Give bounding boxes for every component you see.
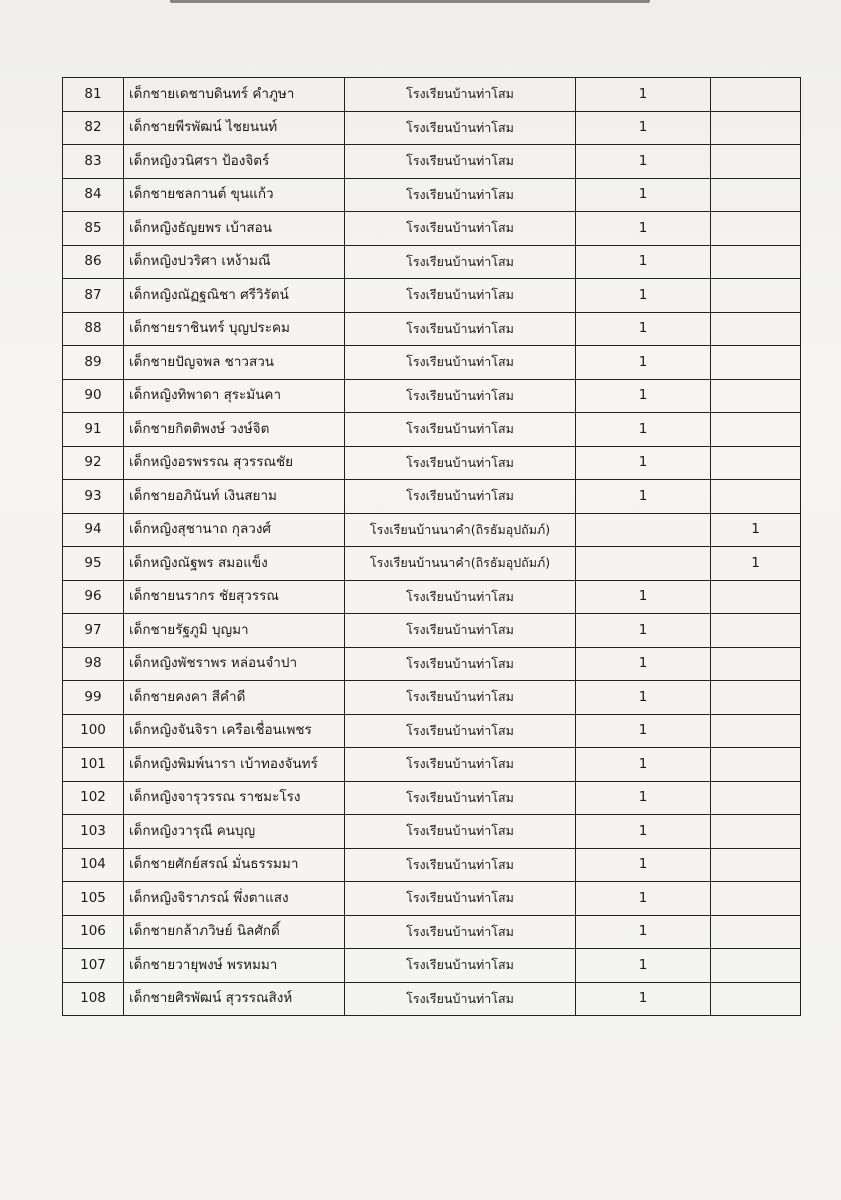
- student-name: เด็กหญิงทิพาดา สุระมันคา: [124, 379, 345, 413]
- school-name: โรงเรียนบ้านท่าโสม: [345, 446, 576, 480]
- count-column-a: 1: [576, 379, 711, 413]
- count-column-b: [711, 111, 801, 145]
- count-column-a: 1: [576, 982, 711, 1016]
- count-column-b: [711, 714, 801, 748]
- row-number: 99: [63, 681, 124, 715]
- school-name: โรงเรียนบ้านท่าโสม: [345, 178, 576, 212]
- row-number: 85: [63, 212, 124, 246]
- row-number: 94: [63, 513, 124, 547]
- count-column-a: [576, 547, 711, 581]
- count-column-b: [711, 480, 801, 514]
- row-number: 108: [63, 982, 124, 1016]
- count-column-a: 1: [576, 245, 711, 279]
- student-name: เด็กชายรัฐภูมิ บุญมา: [124, 614, 345, 648]
- school-name: โรงเรียนบ้านท่าโสม: [345, 982, 576, 1016]
- row-number: 105: [63, 882, 124, 916]
- row-number: 92: [63, 446, 124, 480]
- school-name: โรงเรียนบ้านท่าโสม: [345, 78, 576, 112]
- count-column-b: [711, 781, 801, 815]
- student-name: เด็กหญิงณัฏฐณิชา ศรีวิรัตน์: [124, 279, 345, 313]
- table-row: [63, 212, 801, 246]
- count-column-a: 1: [576, 848, 711, 882]
- table-row: [63, 312, 801, 346]
- row-number: 101: [63, 748, 124, 782]
- table-row: [63, 815, 801, 849]
- school-name: โรงเรียนบ้านท่าโสม: [345, 647, 576, 681]
- school-name: โรงเรียนบ้านท่าโสม: [345, 882, 576, 916]
- school-name: โรงเรียนบ้านท่าโสม: [345, 212, 576, 246]
- row-number: 87: [63, 279, 124, 313]
- table-row: [63, 446, 801, 480]
- count-column-b: [711, 212, 801, 246]
- count-column-a: 1: [576, 178, 711, 212]
- count-column-a: 1: [576, 446, 711, 480]
- table-row: [63, 513, 801, 547]
- count-column-b: [711, 312, 801, 346]
- row-number: 102: [63, 781, 124, 815]
- student-name: เด็กหญิงวารุณี คนบุญ: [124, 815, 345, 849]
- school-name: โรงเรียนบ้านท่าโสม: [345, 279, 576, 313]
- table-row: [63, 178, 801, 212]
- count-column-b: [711, 915, 801, 949]
- count-column-b: [711, 279, 801, 313]
- count-column-a: 1: [576, 949, 711, 983]
- count-column-b: 1: [711, 513, 801, 547]
- table-row: [63, 279, 801, 313]
- table-row: [63, 781, 801, 815]
- scan-top-edge: [170, 0, 650, 3]
- row-number: 106: [63, 915, 124, 949]
- count-column-b: [711, 178, 801, 212]
- count-column-a: 1: [576, 580, 711, 614]
- table-row: [63, 681, 801, 715]
- table-row: [63, 848, 801, 882]
- student-name: เด็กหญิงจารุวรรณ ราชมะโรง: [124, 781, 345, 815]
- row-number: 107: [63, 949, 124, 983]
- table-row: [63, 915, 801, 949]
- count-column-a: [576, 513, 711, 547]
- count-column-a: 1: [576, 145, 711, 179]
- school-name: โรงเรียนบ้านท่าโสม: [345, 480, 576, 514]
- count-column-a: 1: [576, 78, 711, 112]
- count-column-b: [711, 982, 801, 1016]
- table-row: [63, 949, 801, 983]
- school-name: โรงเรียนบ้านท่าโสม: [345, 413, 576, 447]
- count-column-b: [711, 413, 801, 447]
- student-name: เด็กหญิงจิราภรณ์ พึ่งตาแสง: [124, 882, 345, 916]
- school-name: โรงเรียนบ้านท่าโสม: [345, 379, 576, 413]
- count-column-a: 1: [576, 781, 711, 815]
- count-column-b: [711, 379, 801, 413]
- school-name: โรงเรียนบ้านท่าโสม: [345, 748, 576, 782]
- school-name: โรงเรียนบ้านท่าโสม: [345, 111, 576, 145]
- student-name: เด็กชายเดชาบดินทร์ คำภูษา: [124, 78, 345, 112]
- count-column-b: [711, 748, 801, 782]
- row-number: 96: [63, 580, 124, 614]
- school-name: โรงเรียนบ้านท่าโสม: [345, 915, 576, 949]
- student-name: เด็กชายคงคา สีคำดี: [124, 681, 345, 715]
- row-number: 90: [63, 379, 124, 413]
- row-number: 104: [63, 848, 124, 882]
- count-column-b: 1: [711, 547, 801, 581]
- table-row: [63, 111, 801, 145]
- table-row: [63, 245, 801, 279]
- student-table-body: [63, 78, 801, 1016]
- table-row: [63, 647, 801, 681]
- student-table: [62, 77, 801, 1016]
- table-row: [63, 413, 801, 447]
- table-row: [63, 882, 801, 916]
- count-column-a: 1: [576, 312, 711, 346]
- row-number: 88: [63, 312, 124, 346]
- school-name: โรงเรียนบ้านท่าโสม: [345, 245, 576, 279]
- count-column-b: [711, 882, 801, 916]
- table-row: [63, 614, 801, 648]
- row-number: 83: [63, 145, 124, 179]
- school-name: โรงเรียนบ้านท่าโสม: [345, 312, 576, 346]
- count-column-b: [711, 145, 801, 179]
- student-name: เด็กหญิงสุชานาถ กุลวงศ์: [124, 513, 345, 547]
- table-row: [63, 982, 801, 1016]
- student-name: เด็กหญิงธัญยพร เบ้าสอน: [124, 212, 345, 246]
- table-row: [63, 480, 801, 514]
- student-name: เด็กหญิงปวริศา เหง้ามณี: [124, 245, 345, 279]
- row-number: 95: [63, 547, 124, 581]
- count-column-b: [711, 245, 801, 279]
- school-name: โรงเรียนบ้านท่าโสม: [345, 580, 576, 614]
- count-column-b: [711, 78, 801, 112]
- count-column-b: [711, 580, 801, 614]
- school-name: โรงเรียนบ้านนาคำ(ถิรธัมอุปถัมภ์): [345, 513, 576, 547]
- count-column-a: 1: [576, 681, 711, 715]
- student-name: เด็กชายกิตติพงษ์ วงษ์จิต: [124, 413, 345, 447]
- student-name: เด็กชายชลกานต์ ขุนแก้ว: [124, 178, 345, 212]
- row-number: 93: [63, 480, 124, 514]
- row-number: 103: [63, 815, 124, 849]
- count-column-a: 1: [576, 212, 711, 246]
- student-name: เด็กหญิงวนิศรา ป้องจิตร์: [124, 145, 345, 179]
- table-row: [63, 145, 801, 179]
- row-number: 89: [63, 346, 124, 380]
- count-column-b: [711, 647, 801, 681]
- count-column-a: 1: [576, 882, 711, 916]
- table-row: [63, 379, 801, 413]
- student-name: เด็กชายกล้าภวิษย์ นิลศักดิ์: [124, 915, 345, 949]
- row-number: 98: [63, 647, 124, 681]
- row-number: 82: [63, 111, 124, 145]
- student-name: เด็กชายนรากร ชัยสุวรรณ: [124, 580, 345, 614]
- count-column-a: 1: [576, 815, 711, 849]
- student-name: เด็กชายราชินทร์ บุญประคม: [124, 312, 345, 346]
- count-column-a: 1: [576, 279, 711, 313]
- student-name: เด็กชายศักย์สรณ์ มั่นธรรมมา: [124, 848, 345, 882]
- student-name: เด็กชายอภินันท์ เงินสยาม: [124, 480, 345, 514]
- row-number: 97: [63, 614, 124, 648]
- count-column-a: 1: [576, 748, 711, 782]
- count-column-a: 1: [576, 647, 711, 681]
- student-name: เด็กชายศิรพัฒน์ สุวรรณสิงห์: [124, 982, 345, 1016]
- count-column-b: [711, 681, 801, 715]
- school-name: โรงเรียนบ้านท่าโสม: [345, 614, 576, 648]
- student-name: เด็กหญิงอรพรรณ สุวรรณชัย: [124, 446, 345, 480]
- school-name: โรงเรียนบ้านท่าโสม: [345, 949, 576, 983]
- table-row: [63, 714, 801, 748]
- count-column-b: [711, 815, 801, 849]
- table-row: [63, 580, 801, 614]
- table-row: [63, 748, 801, 782]
- student-name: เด็กชายวายุพงษ์ พรหมมา: [124, 949, 345, 983]
- school-name: โรงเรียนบ้านท่าโสม: [345, 681, 576, 715]
- count-column-a: 1: [576, 480, 711, 514]
- row-number: 84: [63, 178, 124, 212]
- table-row: [63, 547, 801, 581]
- count-column-a: 1: [576, 413, 711, 447]
- table-row: [63, 346, 801, 380]
- row-number: 100: [63, 714, 124, 748]
- count-column-a: 1: [576, 915, 711, 949]
- school-name: โรงเรียนบ้านท่าโสม: [345, 714, 576, 748]
- count-column-a: 1: [576, 714, 711, 748]
- count-column-a: 1: [576, 111, 711, 145]
- student-name: เด็กชายพีรพัฒน์ ไชยนนท์: [124, 111, 345, 145]
- count-column-a: 1: [576, 346, 711, 380]
- student-name: เด็กหญิงณัฐพร สมอแข็ง: [124, 547, 345, 581]
- table-row: [63, 78, 801, 112]
- count-column-b: [711, 949, 801, 983]
- school-name: โรงเรียนบ้านท่าโสม: [345, 346, 576, 380]
- row-number: 91: [63, 413, 124, 447]
- student-name: เด็กหญิงพัชราพร หล่อนจำปา: [124, 647, 345, 681]
- school-name: โรงเรียนบ้านนาคำ(ถิรธัมอุปถัมภ์): [345, 547, 576, 581]
- count-column-b: [711, 446, 801, 480]
- student-name: เด็กหญิงพิมพ์นารา เบ้าทองจันทร์: [124, 748, 345, 782]
- student-name: เด็กหญิงจันจิรา เครือเชื่อนเพชร: [124, 714, 345, 748]
- school-name: โรงเรียนบ้านท่าโสม: [345, 848, 576, 882]
- count-column-b: [711, 848, 801, 882]
- count-column-b: [711, 614, 801, 648]
- row-number: 81: [63, 78, 124, 112]
- student-name: เด็กชายปัญจพล ชาวสวน: [124, 346, 345, 380]
- school-name: โรงเรียนบ้านท่าโสม: [345, 781, 576, 815]
- row-number: 86: [63, 245, 124, 279]
- count-column-b: [711, 346, 801, 380]
- count-column-a: 1: [576, 614, 711, 648]
- school-name: โรงเรียนบ้านท่าโสม: [345, 815, 576, 849]
- school-name: โรงเรียนบ้านท่าโสม: [345, 145, 576, 179]
